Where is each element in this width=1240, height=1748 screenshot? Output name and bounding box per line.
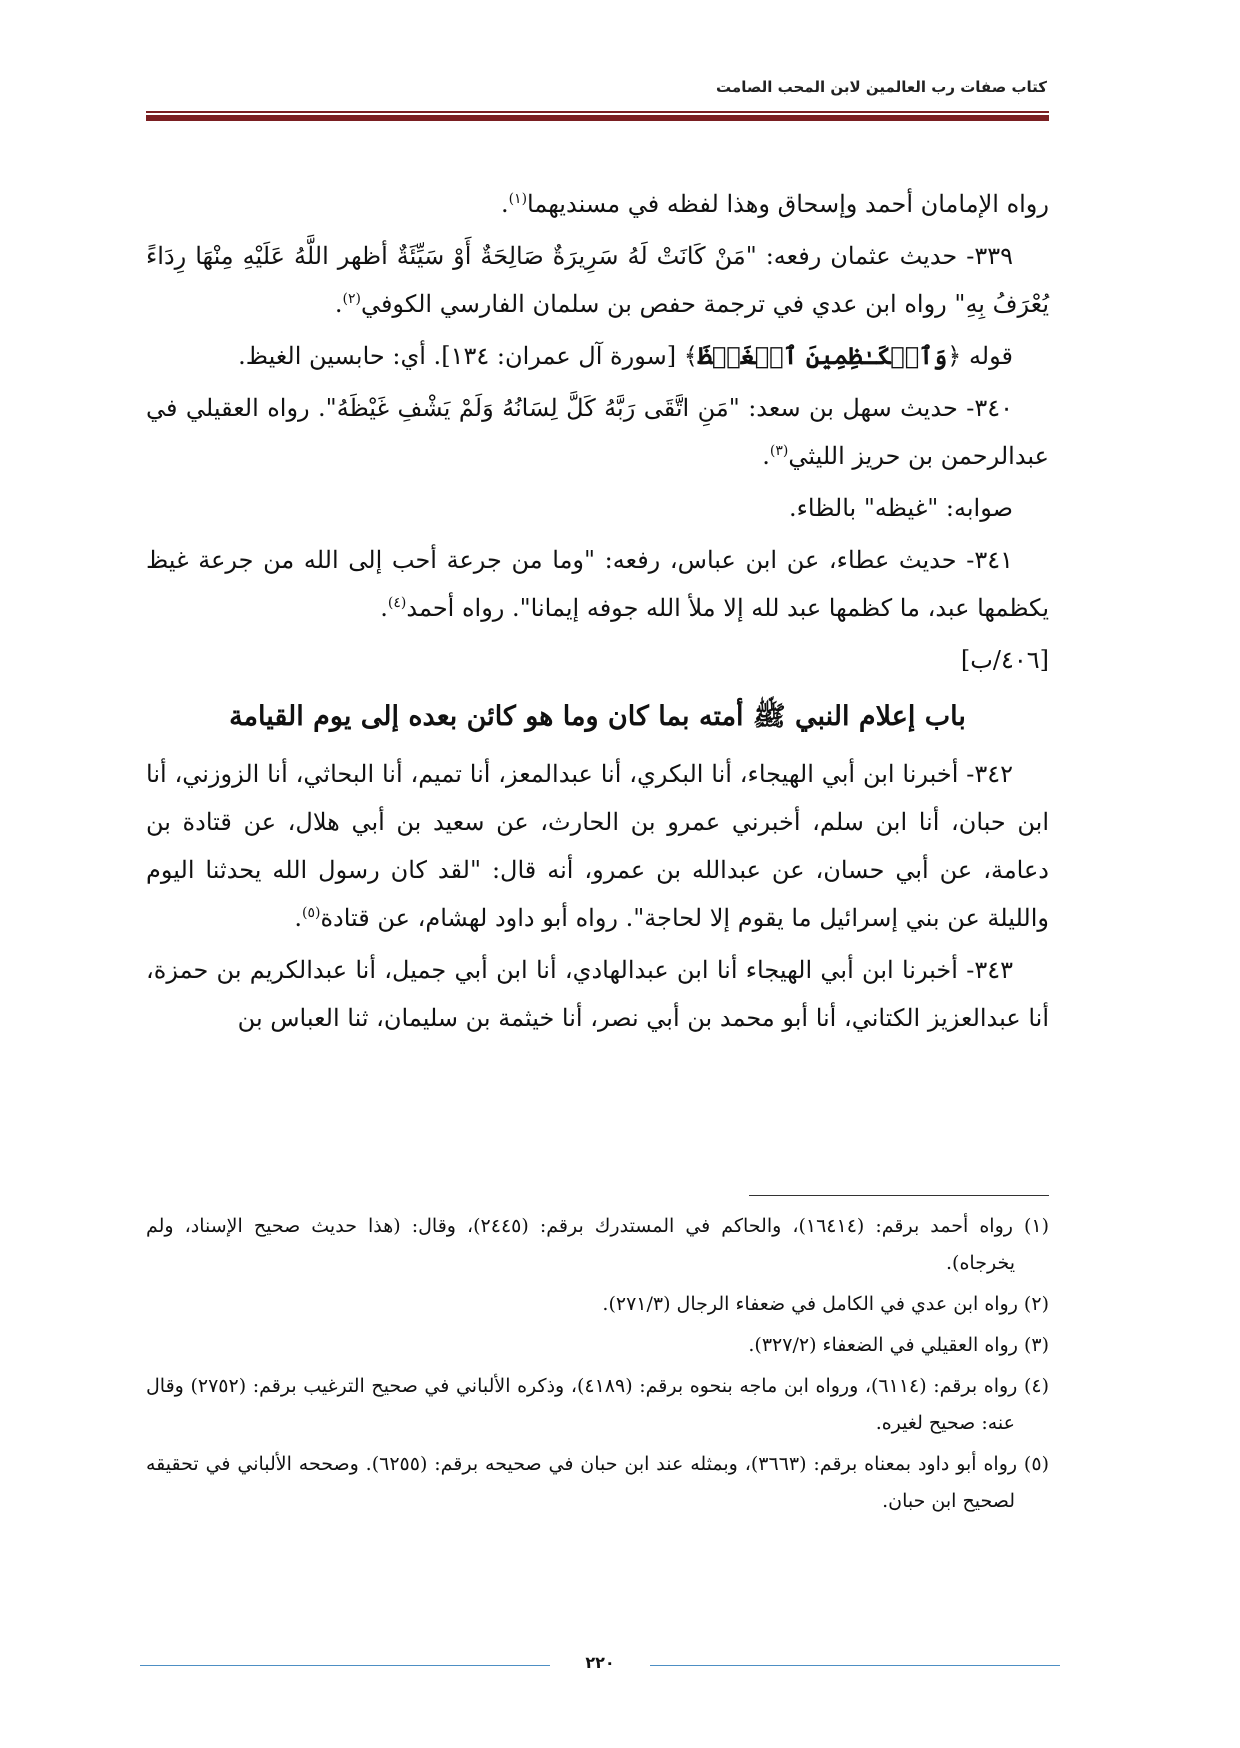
hadith-339 xyxy=(146,232,1049,328)
hadith-339-text: ٣٣٩- حديث عثمان رفعه: "مَنْ كَانَتْ لَهُ سَرِيرَةٌ صَالِحَةٌ أَوْ سَيِّئَةٌ أظهر اللَّهُ عَلَيْهِ مِنْهَا رِدَاءً يُعْرَفُ بِهِ" رواه ابن عدي في ترجمة حفص بن سلمان الفارسي الكوفي xyxy=(146,242,1049,318)
footnote-separator xyxy=(749,1195,1049,1196)
quran-verse: وَٱلۡكَـٰظِمِينَ ٱلۡغَيۡظَ xyxy=(697,341,948,370)
footnote-2: (٢) رواه ابن عدي في الكامل في ضعفاء الرجال (٢٧١/٣). xyxy=(602,1293,1049,1315)
footnote-ref-1[interactable]: (١) xyxy=(508,191,528,207)
hadith-340 xyxy=(146,384,1049,480)
hadith-340-end: . xyxy=(762,442,770,470)
paragraph-1 xyxy=(146,180,1049,228)
footnote-ref-3[interactable]: (٣) xyxy=(769,443,789,459)
footnote-5: (٥) رواه أبو داود بمعناه برقم: (٣٦٦٣)، وبمثله عند ابن حبان في صحيحه برقم: (٦٢٥٥). وصححه الألباني في تحقيقه لصحيح ابن حبان. xyxy=(146,1453,1049,1512)
hadith-341 xyxy=(146,536,1049,632)
page-number: ٢٢٠ xyxy=(585,1653,615,1672)
footnote-3: (٣) رواه العقيلي في الضعفاء (٣٢٧/٢). xyxy=(748,1334,1049,1356)
header-rule-thin xyxy=(146,111,1049,113)
footnote-1: (١) رواه أحمد برقم: (١٦٤١٤)، والحاكم في المستدرك برقم: (٢٤٤٥)، وقال: (هذا حديث صحيح الإسناد، ولم يخرجاه). xyxy=(146,1215,1050,1274)
correction-note xyxy=(146,484,1049,532)
quran-verse-paragraph xyxy=(146,332,1049,380)
footer-rule-right xyxy=(650,1665,1060,1666)
main-text xyxy=(146,180,1049,1046)
running-header: كتاب صفات رب العالمين لابن المحب الصامت xyxy=(716,78,1047,96)
hadith-341-end: . xyxy=(380,594,388,622)
quran-explanation: ﴾ [سورة آل عمران: ١٣٤]. أي: حابسين الغيظ. xyxy=(238,342,698,370)
correction-note-text: صوابه: "غيظه" بالظاء. xyxy=(789,494,1013,522)
hadith-343 xyxy=(146,946,1049,1042)
footnote-4: (٤) رواه برقم: (٦١١٤)، ورواه ابن ماجه بنحوه برقم: (٤١٨٩)، وذكره الألباني في صحيح الترغيب برقم: (٢٧٥٢) وقال عنه: صحيح لغيره. xyxy=(146,1375,1050,1434)
quran-intro: قوله ﴿ xyxy=(947,342,1013,370)
hadith-342 xyxy=(146,750,1049,942)
footnotes xyxy=(146,1208,1049,1524)
paragraph-1-text: رواه الإمامان أحمد وإسحاق وهذا لفظه في مسنديهما xyxy=(527,190,1049,218)
folio-marker: [٤٠٦/ب] xyxy=(960,646,1049,674)
footnote-ref-4[interactable]: (٤) xyxy=(387,595,407,611)
hadith-341-text: ٣٤١- حديث عطاء، عن ابن عباس، رفعه: "وما من جرعة أحب إلى الله من جرعة غيظ يكظمها عبد، ما كظمها عبد لله إلا ملأ الله جوفه إيمانا". رواه أحمد xyxy=(146,546,1049,622)
header-rule-thick xyxy=(146,115,1049,121)
hadith-342-text: ٣٤٢- أخبرنا ابن أبي الهيجاء، أنا البكري، أنا عبدالمعز، أنا تميم، أنا البحاثي، أنا الزوزني، أنا ابن حبان، أنا ابن سلم، أخبرني عمرو بن الحارث، عن سعيد بن أبي هلال، عن قتادة بن دعامة، عن أبي حسان، عن عبدالله بن عمرو، أنه قال: "لقد كان رسول الله يحدثنا اليوم والليلة عن بني إسرائيل ما يقوم إلا لحاجة". رواه أبو داود لهشام، عن قتادة xyxy=(146,760,1049,932)
footnote-ref-2[interactable]: (٢) xyxy=(342,291,361,307)
chapter-heading: باب إعلام النبي ﷺ أمته بما كان وما هو كائن بعده إلى يوم القيامة xyxy=(229,701,966,732)
footer-rule-left xyxy=(140,1665,550,1666)
paragraph-1-end: . xyxy=(500,190,509,218)
hadith-340-text: ٣٤٠- حديث سهل بن سعد: "مَنِ اتَّقَى رَبَّهُ كَلَّ لِسَانُهُ وَلَمْ يَشْفِ غَيْظَهُ". رواه العقيلي في عبدالرحمن بن حريز الليثي xyxy=(146,394,1049,470)
hadith-342-end: . xyxy=(294,904,302,932)
hadith-343-text: ٣٤٣- أخبرنا ابن أبي الهيجاء أنا ابن عبدالهادي، أنا ابن أبي جميل، أنا عبدالكريم بن حمزة، أنا عبدالعزيز الكتاني، أنا أبو محمد بن أبي نصر، أنا خيثمة بن سليمان، ثنا العباس بن xyxy=(146,956,1049,1032)
hadith-339-end: . xyxy=(334,290,343,318)
footnote-ref-5[interactable]: (٥) xyxy=(302,905,321,921)
